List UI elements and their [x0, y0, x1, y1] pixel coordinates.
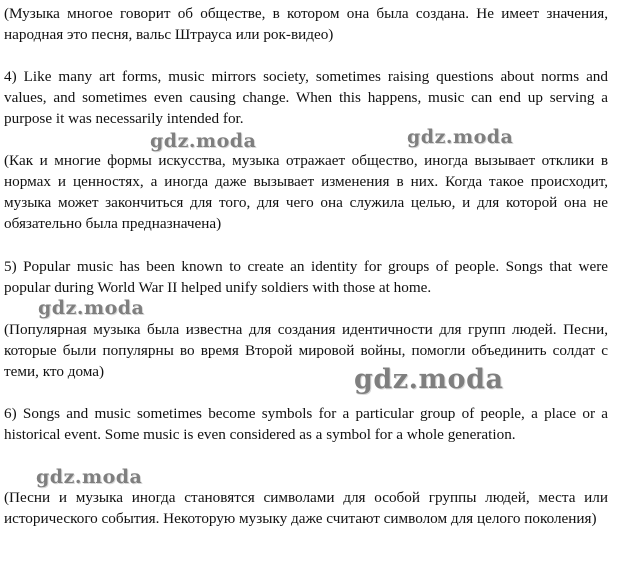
paragraph-4-russian: (Как и многие формы искусства, музыка отражает общество, иногда вызывает отклики в нормах и ценностях, а иногда даже вызывает изменения в них. Когда такое происходит, музыка может закончиться для того, для чего она служила целью, и для которой она не обязательно была предназначена) — [4, 152, 608, 232]
watermark-gdz-moda: gdz.moda — [150, 130, 257, 152]
paragraph-russian-intro: (Музыка многое говорит об обществе, в котором она была создана. Не имеет значения, народная это песня, вальс Штрауса или рок-видео) — [4, 5, 608, 43]
paragraph-5-english: 5) Popular music has been known to create an identity for groups of people. Songs that were popular during World War II helped unify soldiers with those at home. — [4, 258, 608, 296]
watermark-gdz-moda: gdz.moda — [407, 126, 514, 148]
watermark-gdz-moda: gdz.moda — [38, 297, 145, 319]
paragraph-4-english: 4) Like many art forms, music mirrors society, sometimes raising questions about norms and values, and sometimes even causing change. When this happens, music can end up serving a purpose it was necessarily intended for. — [4, 68, 608, 127]
watermark-gdz-moda: gdz.moda — [36, 466, 143, 488]
paragraph-6-russian: (Песни и музыка иногда становятся символами для особой группы людей, места или исторического события. Некоторую музыку даже считают символом для целого поколения) — [4, 489, 608, 527]
paragraph-6-english: 6) Songs and music sometimes become symbols for a particular group of people, a place or a historical event. Some music is even considered as a symbol for a whole generation. — [4, 405, 608, 443]
paragraph-5-russian: (Популярная музыка была известна для создания идентичности для групп людей. Песни, которые были популярны во время Второй мировой войны, помогли объединить солдат с теми, кто дома) — [4, 321, 608, 380]
watermark-gdz-moda: gdz.moda — [354, 364, 504, 395]
